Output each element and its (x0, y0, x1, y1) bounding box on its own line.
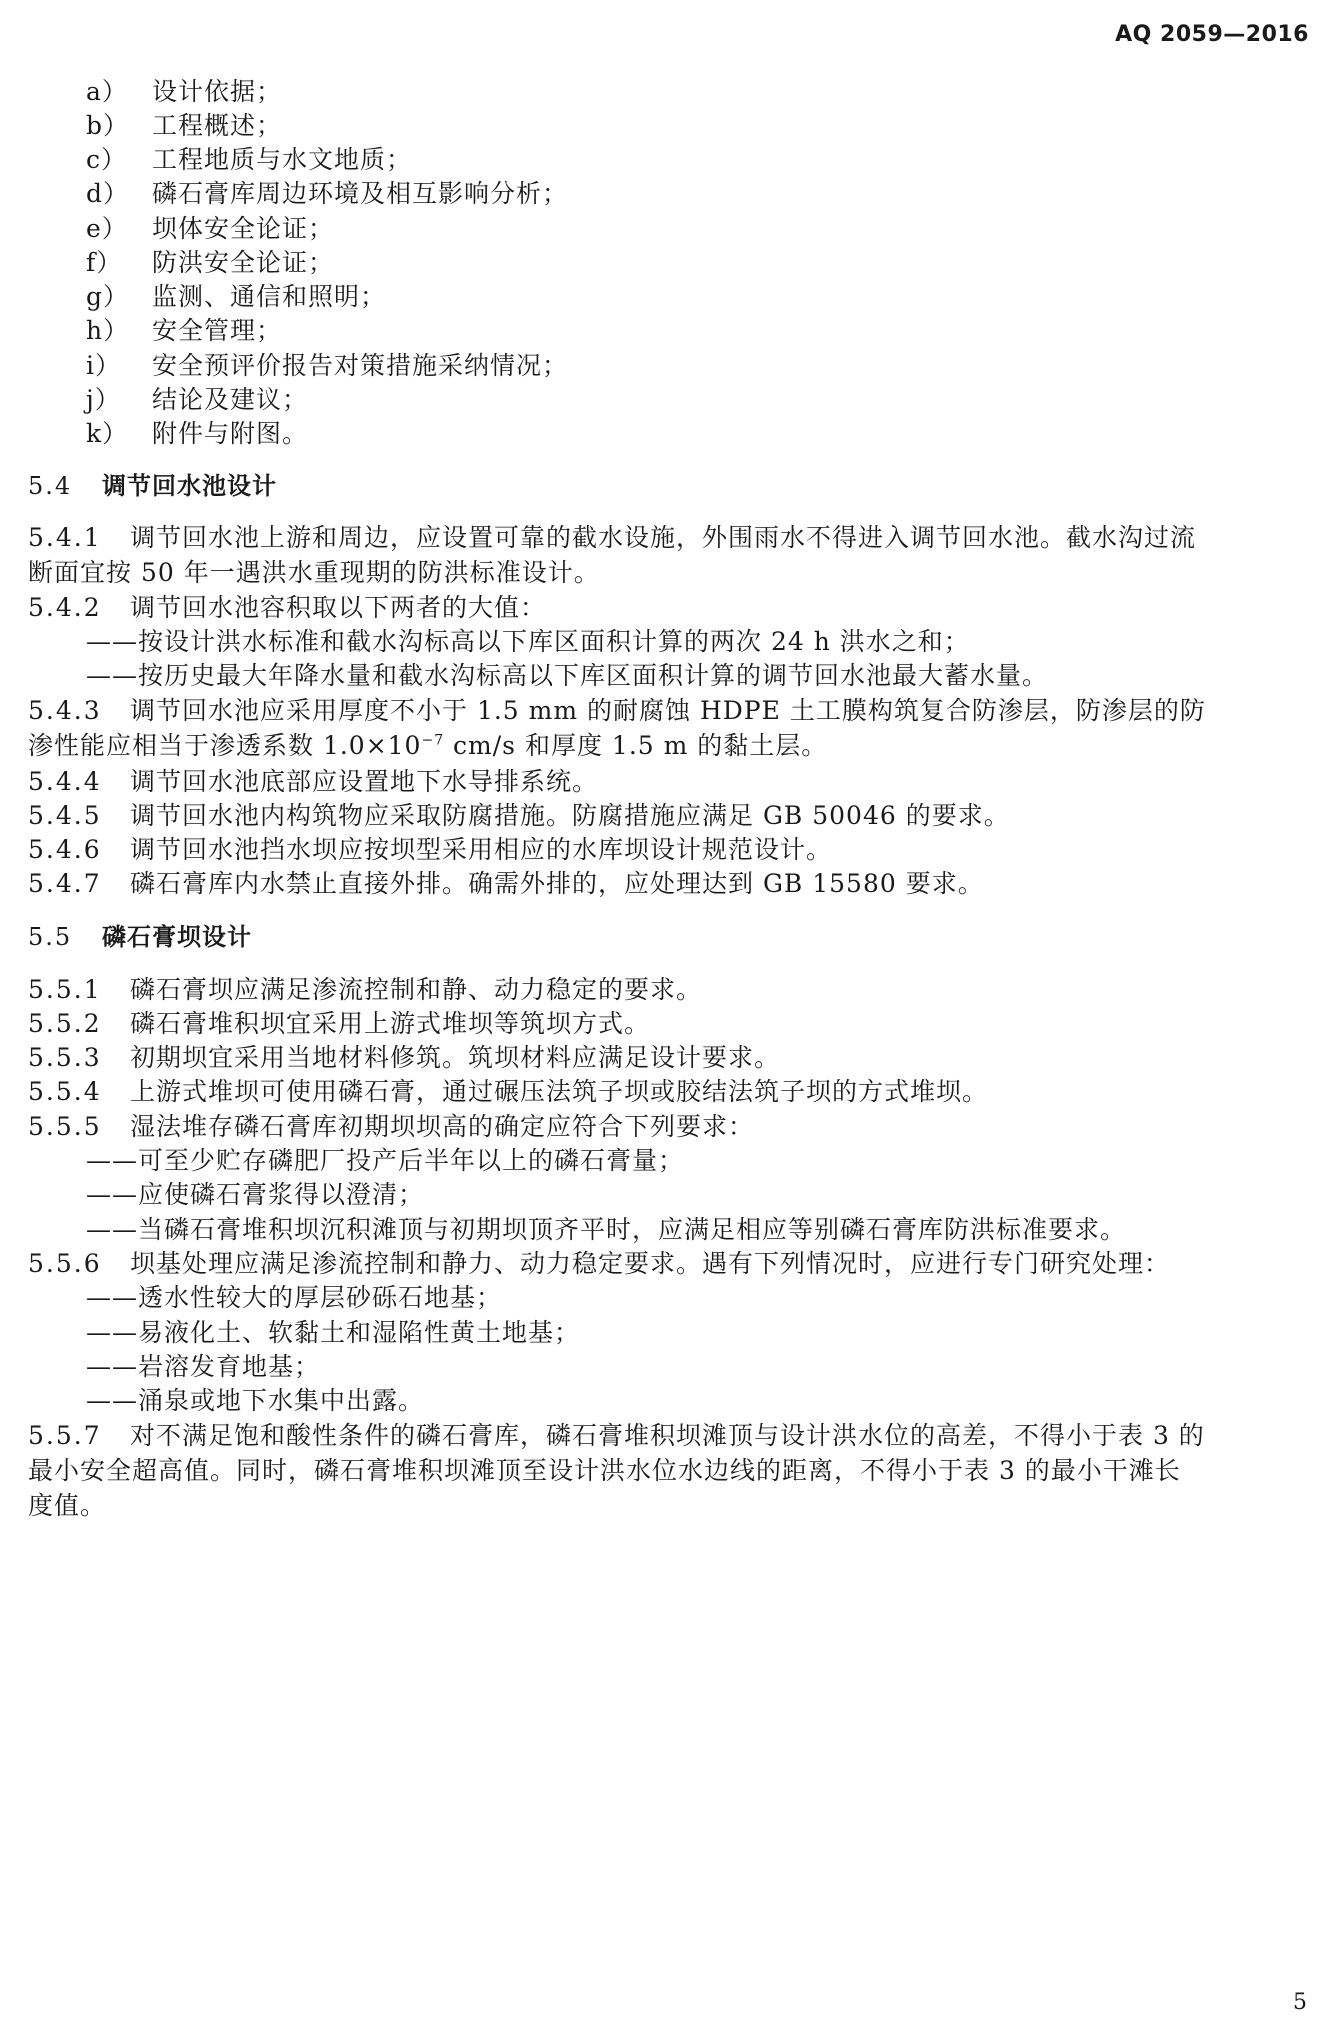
clause-text: 调节回水池挡水坝应按坝型采用相应的水库坝设计规范设计。 (130, 835, 833, 864)
dash-text: ——可至少贮存磷肥厂投产后半年以上的磷石膏量； (86, 1146, 685, 1175)
list-mark: h） (86, 316, 130, 345)
list-mark: d） (86, 179, 130, 208)
clause-number: 5.4.4 (28, 767, 102, 796)
list-mark: j） (86, 385, 121, 414)
clause-text: 湿法堆存磷石膏库初期坝坝高的确定应符合下列要求： (130, 1112, 755, 1141)
dash-text: ——按设计洪水标准和截水沟标高以下库区面积计算的两次 24 h 洪水之和； (86, 627, 970, 656)
section-number: 5.4 (28, 472, 73, 500)
clause-text: 坝基处理应满足渗流控制和静力、动力稳定要求。遇有下列情况时，应进行专门研究处理： (130, 1249, 1171, 1278)
clause-text: 磷石膏坝应满足渗流控制和静、动力稳定的要求。 (130, 975, 703, 1004)
clause-number: 5.5.6 (28, 1249, 102, 1278)
clause-number: 5.5.2 (28, 1009, 102, 1038)
clause-text-continued: 最小安全超高值。同时，磷石膏堆积坝滩顶至设计洪水位水边线的距离，不得小于表 3 的最小干滩长 (28, 1456, 1181, 1485)
dash-text: ——岩溶发育地基； (86, 1352, 321, 1381)
list-text: 磷石膏库周边环境及相互影响分析； (152, 179, 569, 208)
dash-text: ——涌泉或地下水集中出露。 (86, 1386, 425, 1415)
clause-5-5-7 (28, 1416, 1307, 1456)
list-text: 监测、通信和照明； (152, 282, 387, 311)
list-text: 工程概述； (152, 111, 283, 140)
list-mark: c） (86, 145, 128, 174)
dash-text: ——应使磷石膏浆得以澄清； (86, 1180, 425, 1209)
section-title: 磷石膏坝设计 (102, 923, 252, 951)
clause-text: 对不满足饱和酸性条件的磷石膏库，磷石膏堆积坝滩顶与设计洪水位的高差，不得小于表 3 的 (130, 1421, 1205, 1450)
clause-text-continued (28, 726, 1307, 766)
clause-5-4-1 (28, 518, 1307, 558)
clause-text: 渗性能应相当于渗透系数 1.0×10 (28, 731, 422, 760)
clause-text: 调节回水池底部应设置地下水导排系统。 (130, 767, 599, 796)
clause-number: 5.5.1 (28, 975, 102, 1004)
list-text: 坝体安全论证； (152, 214, 335, 243)
dash-text: ——易液化土、软黏土和湿陷性黄土地基； (86, 1318, 581, 1347)
list-text: 工程地质与水文地质； (152, 145, 413, 174)
clause-text: 调节回水池容积取以下两者的大值： (130, 593, 547, 622)
clause-text: 调节回水池上游和周边，应设置可靠的截水设施，外围雨水不得进入调节回水池。截水沟过流 (130, 523, 1197, 552)
clause-text: 磷石膏堆积坝宜采用上游式堆坝等筑坝方式。 (130, 1009, 651, 1038)
clause-number: 5.4.6 (28, 835, 102, 864)
list-text: 结论及建议； (152, 385, 309, 414)
list-text: 附件与附图。 (152, 419, 309, 448)
list-text: 安全管理； (152, 316, 283, 345)
dash-text: ——当磷石膏堆积坝沉积滩顶与初期坝顶齐平时，应满足相应等别磷石膏库防洪标准要求。 (86, 1215, 1127, 1244)
clause-number: 5.4.1 (28, 523, 102, 552)
clause-text: 初期坝宜采用当地材料修筑。筑坝材料应满足设计要求。 (130, 1043, 781, 1072)
clause-text: cm/s 和厚度 1.5 m 的黏土层。 (444, 731, 828, 760)
clause-number: 5.5.4 (28, 1077, 102, 1106)
section-heading-5-5 (28, 917, 1307, 957)
list-mark: k） (86, 419, 129, 448)
clause-number: 5.4.5 (28, 801, 102, 830)
section-number: 5.5 (28, 923, 73, 951)
clause-5-5-4 (28, 1072, 1307, 1112)
list-mark: i） (86, 351, 121, 380)
clause-number: 5.5.5 (28, 1112, 102, 1141)
section-heading-5-4 (28, 466, 1307, 506)
clause-text: 磷石膏库内水禁止直接外排。确需外排的，应处理达到 GB 15580 要求。 (130, 869, 984, 898)
section-title: 调节回水池设计 (102, 472, 277, 500)
standard-code: AQ 2059—2016 (1115, 22, 1309, 47)
clause-text-continued: 断面宜按 50 年一遇洪水重现期的防洪标准设计。 (28, 558, 600, 587)
dash-text: ——透水性较大的厚层砂砾石地基； (86, 1283, 503, 1312)
exponent: −7 (421, 732, 445, 749)
list-mark: g） (86, 282, 130, 311)
page-number: 5 (1293, 1990, 1307, 2015)
clause-number: 5.4.2 (28, 593, 102, 622)
clause-number: 5.4.7 (28, 869, 102, 898)
clause-5-4-7 (28, 864, 1307, 904)
list-mark: f） (86, 248, 123, 277)
clause-number: 5.4.3 (28, 696, 102, 725)
list-mark: e） (86, 214, 128, 243)
clause-text: 调节回水池应采用厚度不小于 1.5 mm 的耐腐蚀 HDPE 土工膜构筑复合防渗层，防渗层的防 (130, 696, 1206, 725)
clause-number: 5.5.7 (28, 1421, 102, 1450)
list-text: 设计依据； (152, 77, 283, 106)
clause-text-continued: 度值。 (28, 1491, 107, 1520)
list-mark: a） (86, 77, 128, 106)
list-text: 防洪安全论证； (152, 248, 335, 277)
clause-text: 调节回水池内构筑物应采取防腐措施。防腐措施应满足 GB 50046 的要求。 (130, 801, 1010, 830)
dash-text: ——按历史最大年降水量和截水沟标高以下库区面积计算的调节回水池最大蓄水量。 (86, 661, 1049, 690)
list-mark: b） (86, 111, 130, 140)
clause-5-4-3 (28, 691, 1307, 731)
list-text: 安全预评价报告对策措施采纳情况； (152, 351, 569, 380)
clause-number: 5.5.3 (28, 1043, 102, 1072)
clause-text: 上游式堆坝可使用磷石膏，通过碾压法筑子坝或胶结法筑子坝的方式堆坝。 (130, 1077, 989, 1106)
